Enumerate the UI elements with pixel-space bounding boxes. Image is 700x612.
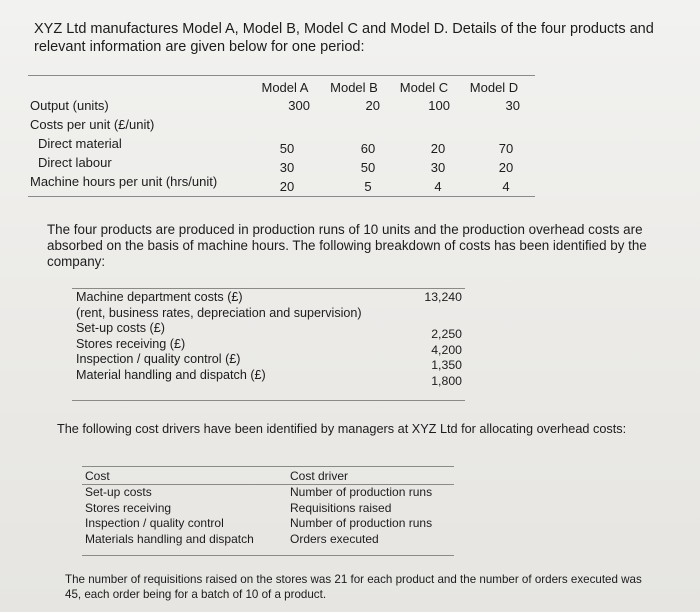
production-runs-paragraph: The four products are produced in production runs of 10 units and the production overhead costs are absorbed on the basis of machine hours. The following breakdown of costs has been identified by the company: [47, 222, 647, 269]
output-model-a: 300 [288, 98, 310, 113]
intro-paragraph: XYZ Ltd manufactures Model A, Model B, Model C and Model D. Details of the four products and relevant information are given below for one period: [34, 21, 654, 55]
product-table-bottom-rule [28, 196, 535, 197]
machine-hours-model-a: 20 [279, 179, 295, 194]
cost-value-inspection: 1,350 [431, 358, 462, 373]
direct-material-model-b: 60 [360, 141, 376, 156]
product-table-top-rule [28, 75, 535, 76]
driver-production-runs-2: Number of production runs [290, 516, 433, 531]
cost-value-setup: 2,250 [431, 327, 462, 342]
model-b-costs [346, 139, 390, 196]
row-label-direct-material: Direct material [38, 136, 122, 151]
cost-label-stores: Stores receiving (£) [76, 336, 186, 351]
cost-value-blank [388, 306, 462, 322]
machine-hours-model-d: 4 [502, 179, 510, 194]
cost-drivers-paragraph: The following cost drivers have been identified by managers at XYZ Ltd for allocating overhead costs: [57, 422, 627, 436]
row-label-costs-per-unit: Costs per unit (£/unit) [30, 117, 155, 132]
cost-label-setup: Set-up costs (£) [76, 321, 165, 336]
driver-production-runs-1: Number of production runs [290, 484, 433, 499]
direct-labour-model-d: 20 [498, 160, 514, 175]
machine-hours-model-b: 5 [364, 179, 372, 194]
model-c-costs [416, 139, 460, 196]
direct-material-model-d: 70 [498, 141, 514, 156]
driver-header-cost: Cost [85, 469, 110, 483]
row-label-direct-labour: Direct labour [38, 155, 112, 170]
driver-table-top-rule [82, 466, 454, 467]
cost-label-machine-dept: Machine department costs (£) [76, 290, 243, 304]
output-model-d: 30 [505, 98, 520, 113]
row-label-machine-hours: Machine hours per unit (hrs/unit) [30, 174, 218, 189]
cost-label-inspection: Inspection / quality control (£) [76, 352, 241, 367]
driver-table-bottom-rule [82, 555, 454, 556]
requisitions-paragraph: The number of requisitions raised on the stores was 21 for each product and the number of orders executed was 45, each order being for a batch of 10 of a product. [65, 573, 642, 601]
col-header-model-b: Model B [330, 80, 378, 95]
driver-cost-setup: Set-up costs [85, 484, 152, 499]
col-header-model-d: Model D [469, 80, 519, 95]
cost-label-machine-dept-detail: (rent, business rates, depreciation and supervision) [76, 305, 362, 320]
driver-driver-column [290, 469, 432, 548]
col-header-model-c: Model C [399, 80, 449, 95]
driver-orders: Orders executed [290, 532, 379, 547]
driver-header-driver: Cost driver [290, 469, 349, 483]
driver-cost-materials: Materials handling and dispatch [85, 532, 254, 547]
driver-cost-column [85, 469, 254, 548]
driver-cost-stores: Stores receiving [85, 500, 172, 515]
product-row-labels [30, 96, 217, 191]
cost-value-stores: 4,200 [431, 342, 462, 357]
model-d-costs [484, 139, 528, 196]
cost-labels [76, 290, 362, 384]
direct-labour-model-b: 50 [360, 160, 376, 175]
cost-label-material-handling: Material handling and dispatch (£) [76, 367, 266, 382]
machine-hours-model-c: 4 [434, 179, 442, 194]
cost-value-material-handling: 1,800 [431, 373, 462, 388]
cost-table-bottom-rule [72, 400, 465, 401]
direct-labour-model-c: 30 [430, 160, 446, 175]
direct-labour-model-a: 30 [279, 160, 295, 175]
model-a-costs [262, 139, 312, 196]
driver-requisitions: Requisitions raised [290, 500, 392, 515]
driver-header-rule [82, 484, 454, 485]
cost-table-top-rule [72, 288, 465, 289]
direct-material-model-a: 50 [279, 141, 295, 156]
output-model-b: 20 [365, 98, 380, 113]
cost-value-machine-dept: 13,240 [424, 290, 462, 304]
output-model-c: 100 [428, 98, 450, 113]
driver-cost-inspection: Inspection / quality control [85, 516, 224, 531]
cost-values [388, 290, 462, 390]
direct-material-model-c: 20 [430, 141, 446, 156]
row-label-output: Output (units) [30, 98, 109, 113]
col-header-model-a: Model A [261, 80, 309, 95]
